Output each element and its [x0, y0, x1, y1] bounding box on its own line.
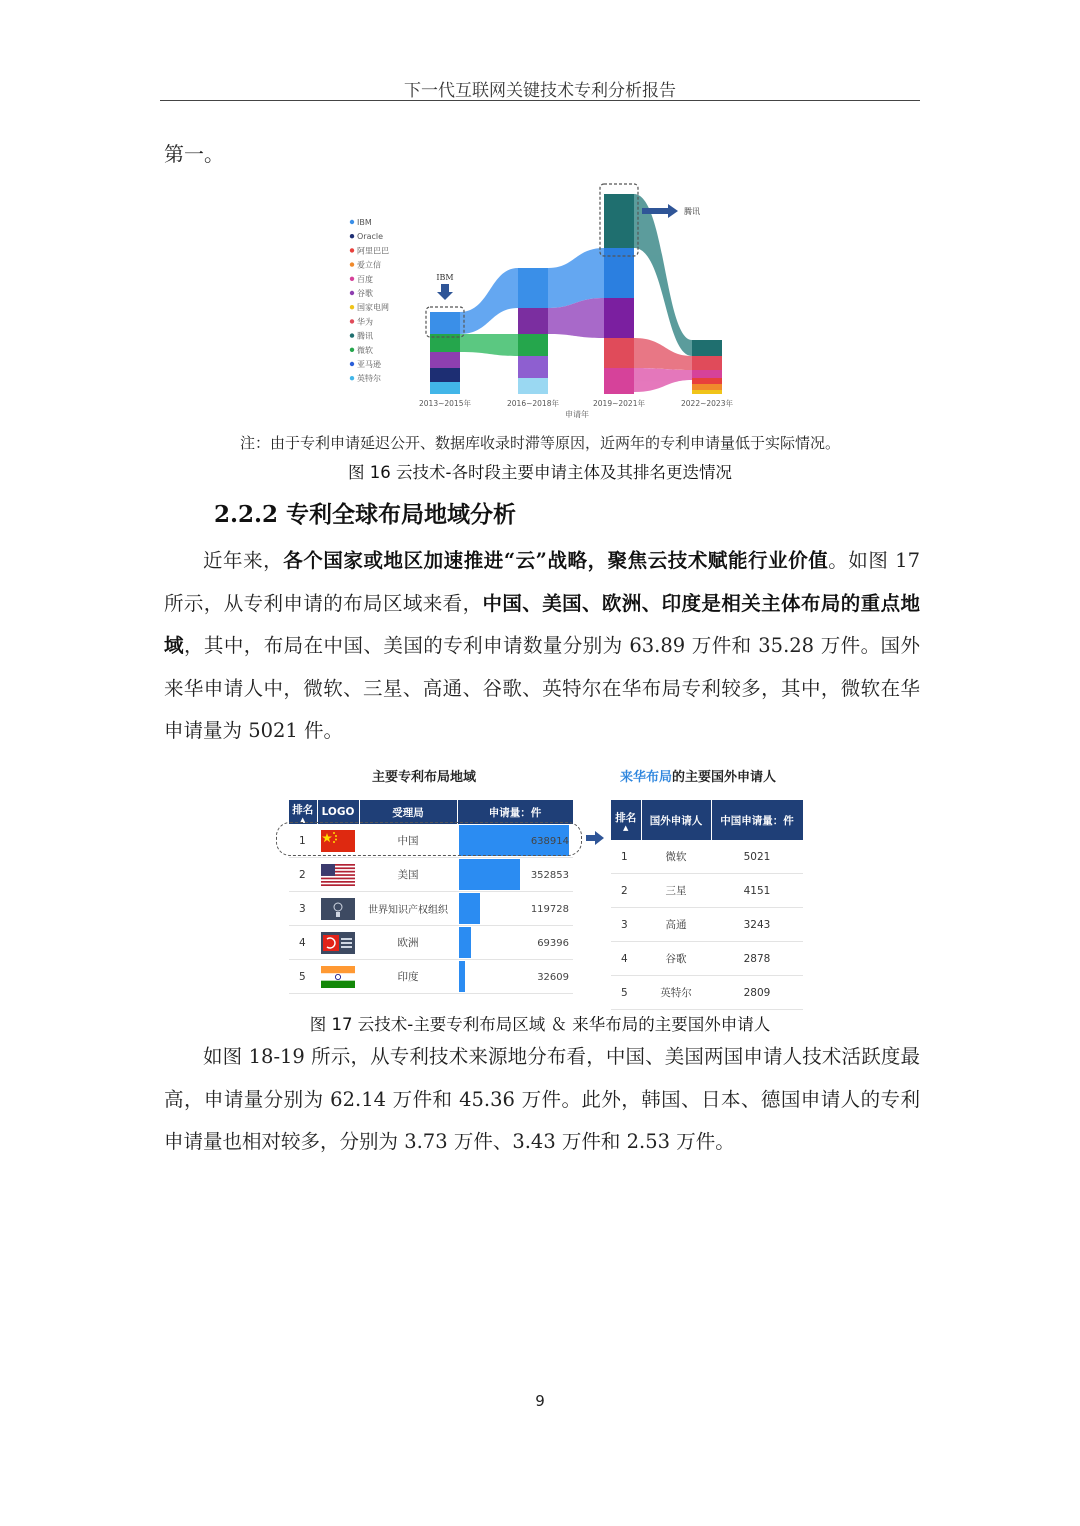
table-row: [611, 874, 803, 908]
wipo-logo-icon: [321, 898, 355, 920]
logo-cell: [317, 858, 359, 892]
rank-cell: 1: [289, 824, 317, 858]
node-2019-baidu: [604, 368, 634, 394]
legend-label: 谷歌: [357, 289, 373, 298]
paragraph-1: [164, 540, 920, 753]
section-heading: 2.2.2 专利全球布局地域分析: [214, 501, 517, 528]
node-2022-baidu: [692, 370, 722, 378]
office-cell: 印度: [359, 960, 457, 994]
legend-marker: [350, 333, 354, 337]
applicant-cell: 高通: [641, 908, 711, 942]
annotation-ibm: IBM: [436, 273, 454, 282]
count-bar: [459, 927, 471, 958]
running-header: 下一代互联网关键技术专利分析报告: [404, 81, 676, 101]
legend-label: 爱立信: [357, 260, 381, 270]
legend-label: IBM: [357, 218, 372, 227]
office-cell: 欧洲: [359, 926, 457, 960]
logo-cell: [317, 960, 359, 994]
flow-baidu: [634, 368, 692, 392]
epo-logo-icon: [321, 932, 355, 954]
para1-bold-2: 中国、美国、欧洲、印度是相关主体布局的重点地域: [164, 591, 920, 657]
count-cell: 638914: [457, 824, 573, 858]
applicant-cell: 微软: [641, 840, 711, 874]
header-divider: [160, 100, 920, 101]
legend-marker: [350, 376, 354, 380]
para1-text-3: ，其中，布局在中国、美国的专利申请数量分别为 63.89 万件和 35.28 万件。国外来华申请人中，微软、三星、高通、谷歌、英特尔在华布局专利较多，其中，微软在华申请量为 5021 件。: [164, 634, 920, 742]
period-label: 2019~2021年: [593, 399, 645, 408]
india-flag-icon: [321, 966, 355, 988]
node-2016-ibm: [518, 268, 548, 308]
flow-ibm-a: [460, 268, 518, 334]
rank-cell: 4: [611, 942, 641, 976]
table-row: [611, 840, 803, 874]
lead-text: 第一。: [164, 142, 224, 166]
node-2022-tencent: [692, 340, 722, 356]
node-2013-intel: [430, 382, 460, 394]
header-logo: LOGO: [317, 800, 359, 824]
legend-label: 英特尔: [357, 374, 381, 384]
legend-label: 亚马逊: [357, 360, 381, 369]
usa-flag-icon: [321, 864, 355, 886]
office-cell: 中国: [359, 824, 457, 858]
node-2013-microsoft: [430, 334, 460, 352]
para1-text-1: 近年来，: [203, 549, 284, 572]
page-number: 9: [535, 1392, 545, 1410]
period-label: 2022~2023年: [681, 399, 733, 408]
rank-cell: 5: [611, 976, 641, 1010]
para1-bold-1: 各个国家或地区加速推进“云”战略，聚焦云技术赋能行业价值: [283, 549, 829, 572]
x-axis-label: 申请年: [565, 410, 589, 419]
rank-cell: 4: [289, 926, 317, 960]
figure-17-caption: 图 17 云技术-主要专利布局区域 ＆ 来华布局的主要国外申请人: [309, 1015, 771, 1034]
node-2019-google: [604, 298, 634, 338]
legend-marker: [350, 291, 354, 295]
count-cell: 32609: [457, 960, 573, 994]
sankey-chart: [340, 180, 740, 425]
applicant-cell: 英特尔: [641, 976, 711, 1010]
header-china-count: 中国申请量：件: [711, 800, 803, 840]
rank-cell: 2: [611, 874, 641, 908]
figure-16: [340, 180, 740, 425]
header-rank: 排名 ▲: [611, 800, 641, 840]
flow-microsoft-a: [460, 334, 518, 356]
chart-legend: [350, 218, 389, 383]
table-header-row: [611, 800, 803, 840]
node-2016-purple: [518, 356, 548, 378]
node-2022-grid: [692, 390, 722, 394]
count-cell: 69396: [457, 926, 573, 960]
table-header-row: [289, 800, 573, 824]
table-row: [289, 892, 573, 926]
legend-marker: [350, 305, 354, 309]
node-2016-intel: [518, 378, 548, 394]
node-2019-tencent: [604, 194, 634, 248]
table-row: [611, 942, 803, 976]
node-2013-ibm: [430, 312, 460, 334]
node-2022-ericsson: [692, 384, 722, 390]
count-cell: 4151: [711, 874, 803, 908]
rank-cell: 1: [611, 840, 641, 874]
para1-text-2: 。如图 17 所示，从专利申请的布局区域来看，: [164, 549, 920, 615]
logo-cell: [317, 926, 359, 960]
office-cell: 世界知识产权组织: [359, 892, 457, 926]
header-rank: 排名 ▲: [289, 800, 317, 824]
legend-marker: [350, 262, 354, 266]
rank-cell: 2: [289, 858, 317, 892]
legend-label: 百度: [357, 274, 373, 284]
node-2022-alibaba: [692, 378, 722, 384]
rank-cell: 5: [289, 960, 317, 994]
header-applicant: 国外申请人: [641, 800, 711, 840]
sankey-flows: [460, 194, 692, 392]
header-count: 申请量：件: [457, 800, 573, 824]
right-table-title: [620, 766, 776, 785]
logo-cell: [317, 892, 359, 926]
legend-label: 华为: [357, 317, 373, 327]
para2-text: 如图 18-19 所示，从专利技术来源地分布看，中国、美国两国申请人技术活跃度最高，申请量分别为 62.14 万件和 45.36 万件。此外，韩国、日本、德国申请人的专利申请量也相对较多，分别为 3.73 万件、3.43 万件和 2.53 万件。: [164, 1045, 920, 1153]
right-title-highlight: 来华布局: [620, 770, 673, 785]
legend-marker: [350, 319, 354, 323]
legend-marker: [350, 277, 354, 281]
period-label: 2016~2018年: [507, 399, 559, 408]
count-cell: 119728: [457, 892, 573, 926]
legend-label: 国家电网: [357, 303, 389, 313]
count-cell: 352853: [457, 858, 573, 892]
legend-label: Oracle: [357, 232, 384, 242]
count-bar: [459, 893, 480, 924]
legend-marker: [350, 220, 354, 224]
applicant-cell: 三星: [641, 874, 711, 908]
legend-marker: [350, 362, 354, 366]
right-title-rest: 的主要国外申请人: [672, 770, 777, 785]
arrow-down-icon: [437, 284, 453, 300]
count-bar: [459, 859, 520, 890]
node-2013-oracle: [430, 368, 460, 382]
header-office: 受理局: [359, 800, 457, 824]
count-cell: 5021: [711, 840, 803, 874]
node-2013-google: [430, 352, 460, 368]
rank-cell: 3: [611, 908, 641, 942]
legend-label: 微软: [357, 345, 373, 355]
figure-16-note: 注：由于专利申请延迟公开、数据库收录时滞等原因，近两年的专利申请量低于实际情况。: [239, 434, 840, 452]
node-2019-huawei: [604, 338, 634, 368]
annotation-tencent: 腾讯: [684, 207, 700, 216]
table-row: [289, 926, 573, 960]
count-cell: 2809: [711, 976, 803, 1010]
applicant-cell: 谷歌: [641, 942, 711, 976]
paragraph-2: [164, 1036, 920, 1164]
period-label: 2013~2015年: [419, 399, 471, 408]
figure-16-caption: 图 16 云技术-各时段主要申请主体及其排名更迭情况: [348, 463, 732, 482]
period-labels: [419, 398, 733, 408]
legend-label: 腾讯: [357, 331, 373, 341]
foreign-applicant-table: [611, 800, 804, 1010]
arrow-right-icon: [585, 830, 605, 846]
flow-tencent: [634, 194, 692, 356]
node-2016-google: [518, 308, 548, 334]
count-cell: 2878: [711, 942, 803, 976]
office-cell: 美国: [359, 858, 457, 892]
table-row: [611, 908, 803, 942]
legend-marker: [350, 234, 354, 238]
node-2016-microsoft: [518, 334, 548, 356]
legend-marker: [350, 348, 354, 352]
legend-label: 阿里巴巴: [357, 246, 389, 256]
node-2022-huawei: [692, 356, 722, 370]
legend-marker: [350, 248, 354, 252]
rank-cell: 3: [289, 892, 317, 926]
count-bar: [459, 961, 465, 992]
table-row: [289, 858, 573, 892]
left-table-title: 主要专利布局地域: [372, 770, 477, 785]
table-row: [289, 960, 573, 994]
count-cell: 3243: [711, 908, 803, 942]
table-row: [611, 976, 803, 1010]
